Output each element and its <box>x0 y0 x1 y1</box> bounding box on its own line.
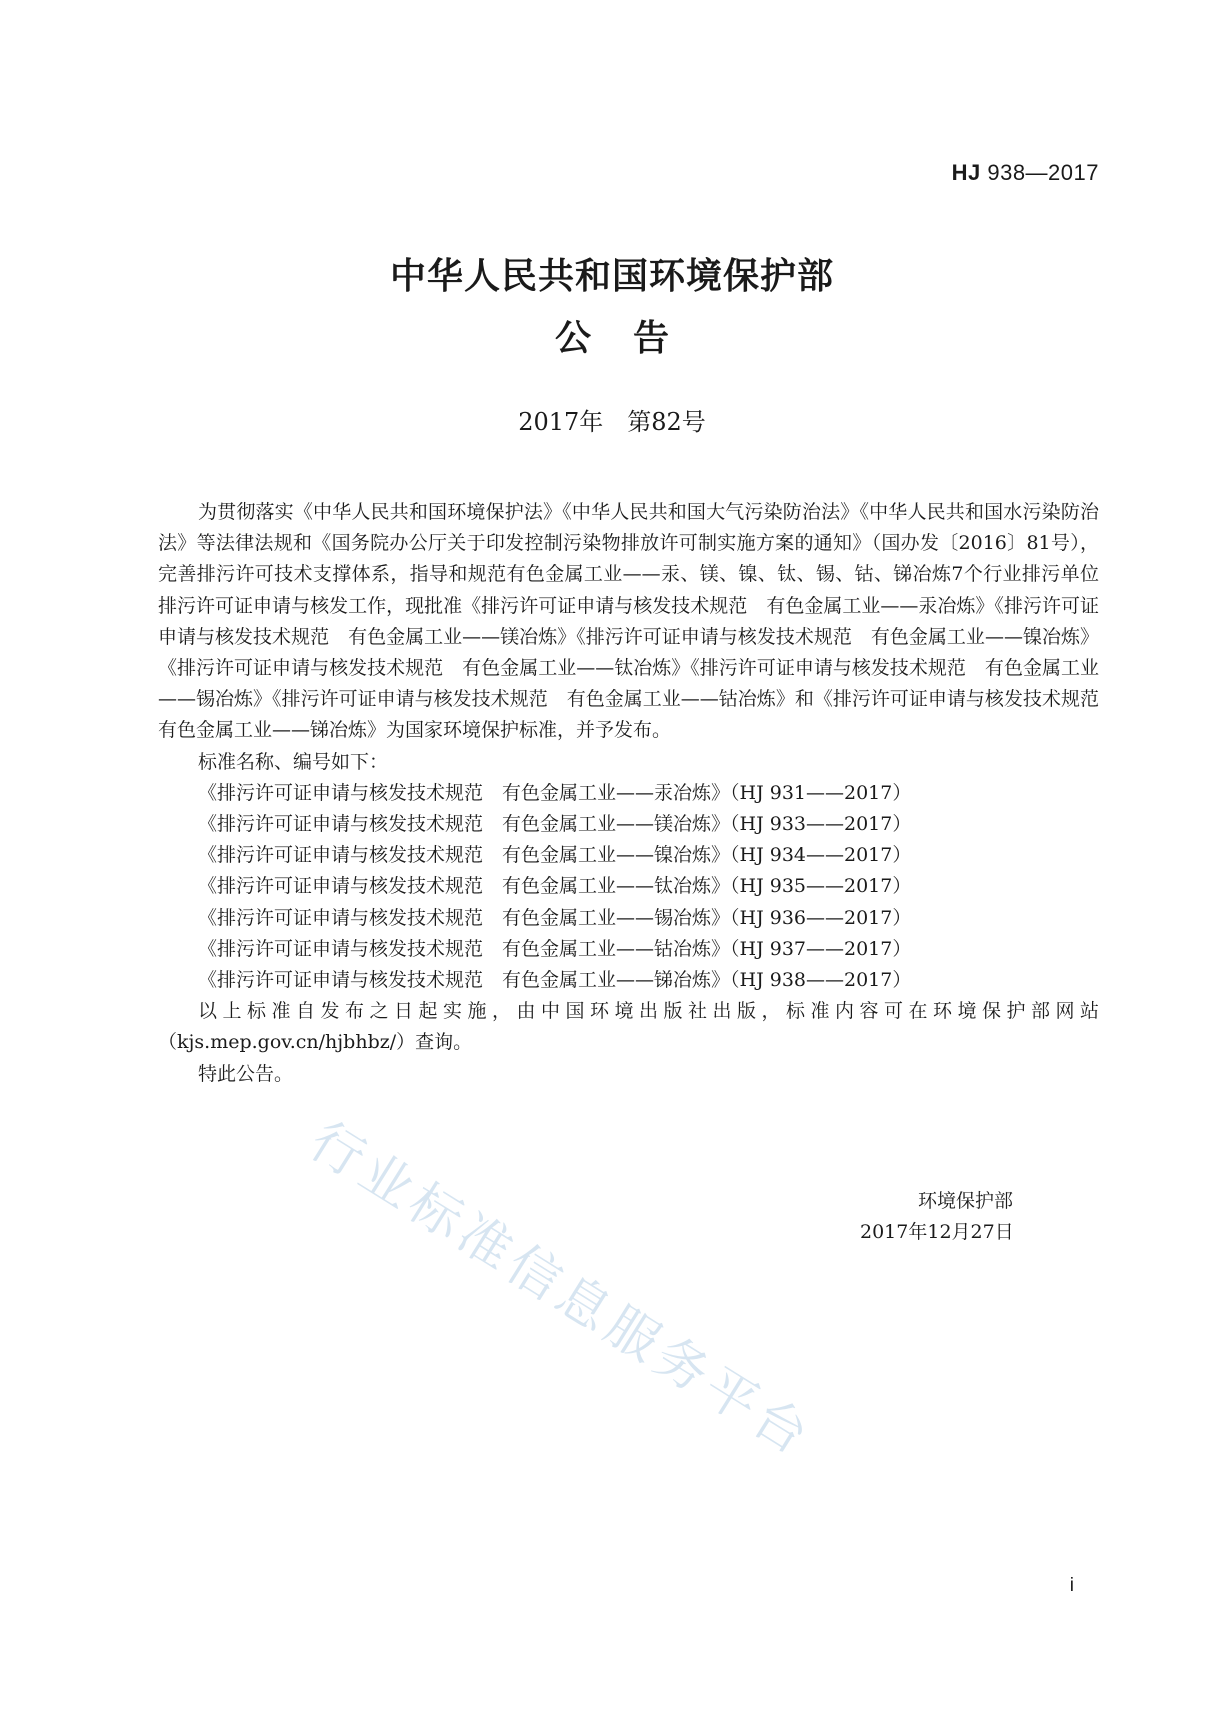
standard-item: 《排污许可证申请与核发技术规范 有色金属工业——锡冶炼》（HJ 936——2017） <box>198 906 912 929</box>
notice-title: 公告 <box>554 318 711 359</box>
notice-number: 2017年 第82号 <box>518 408 706 436</box>
standard-item: 《排污许可证申请与核发技术规范 有色金属工业——镍冶炼》（HJ 934——2017） <box>198 844 912 867</box>
signature-block <box>860 1186 1100 1248</box>
list-intro: 标准名称、编号如下： <box>198 750 389 773</box>
standard-item: 《排污许可证申请与核发技术规范 有色金属工业——钴冶炼》（HJ 937——2017） <box>198 937 912 960</box>
issue-date: 2017年12月27日 <box>860 1221 1014 1243</box>
intro-paragraph: 为贯彻落实《中华人民共和国环境保护法》《中华人民共和国大气污染防治法》《中华人民共和国水污染防治法》等法律法规和《国务院办公厅关于印发控制污染物排放许可制实施方案的通知》（国办发〔2016〕81号），完善排污许可技术支撑体系，指导和规范有色金属工业——汞、镁、镍、钛、锡、钴、锑冶炼7个行业排污单位排污许可证申请与核发工作，现批准《排污许可证申请与核发技术规范 有色金属工业——汞冶炼》《排污许可证申请与核发技术规范 有色金属工业——镁冶炼》《排污许可证申请与核发技术规范 有色金属工业——镍冶炼》《排污许可证申请与核发技术规范 有色金属工业——钛冶炼》《排污许可证申请与核发技术规范 有色金属工业——锡冶炼》《排污许可证申请与核发技术规范 有色金属工业——钴冶炼》和《排污许可证申请与核发技术规范 有色金属工业——锑冶炼》为国家环境保护标准，并予发布。 <box>158 501 1119 742</box>
standard-item: 《排污许可证申请与核发技术规范 有色金属工业——钛冶炼》（HJ 935——2017） <box>198 875 912 898</box>
standard-code-number: 938—2017 <box>980 160 1099 185</box>
watermark-text: 行业标准信息服务平台 <box>299 1111 823 1470</box>
closing-line: 特此公告。 <box>198 1062 294 1085</box>
standard-item: 《排污许可证申请与核发技术规范 有色金属工业——镁冶炼》（HJ 933——2017） <box>198 813 912 836</box>
standard-item: 《排污许可证申请与核发技术规范 有色金属工业——锑冶炼》（HJ 938——2017） <box>198 969 912 992</box>
standards-list <box>158 778 1099 996</box>
standard-code <box>952 160 1099 186</box>
implementation-paragraph: 以上标准自发布之日起实施，由中国环境出版社出版，标准内容可在环境保护部网站（kjs.mep.gov.cn/hjbhbz/）查询。 <box>158 1000 1099 1054</box>
issuer-name: 环境保护部 <box>918 1190 1014 1212</box>
announcement-body <box>158 497 1119 1090</box>
standard-item: 《排污许可证申请与核发技术规范 有色金属工业——汞冶炼》（HJ 931——2017） <box>198 781 912 804</box>
standard-code-prefix: HJ <box>951 160 981 185</box>
page-number: i <box>1069 1575 1074 1596</box>
ministry-title: 中华人民共和国环境保护部 <box>389 256 834 297</box>
